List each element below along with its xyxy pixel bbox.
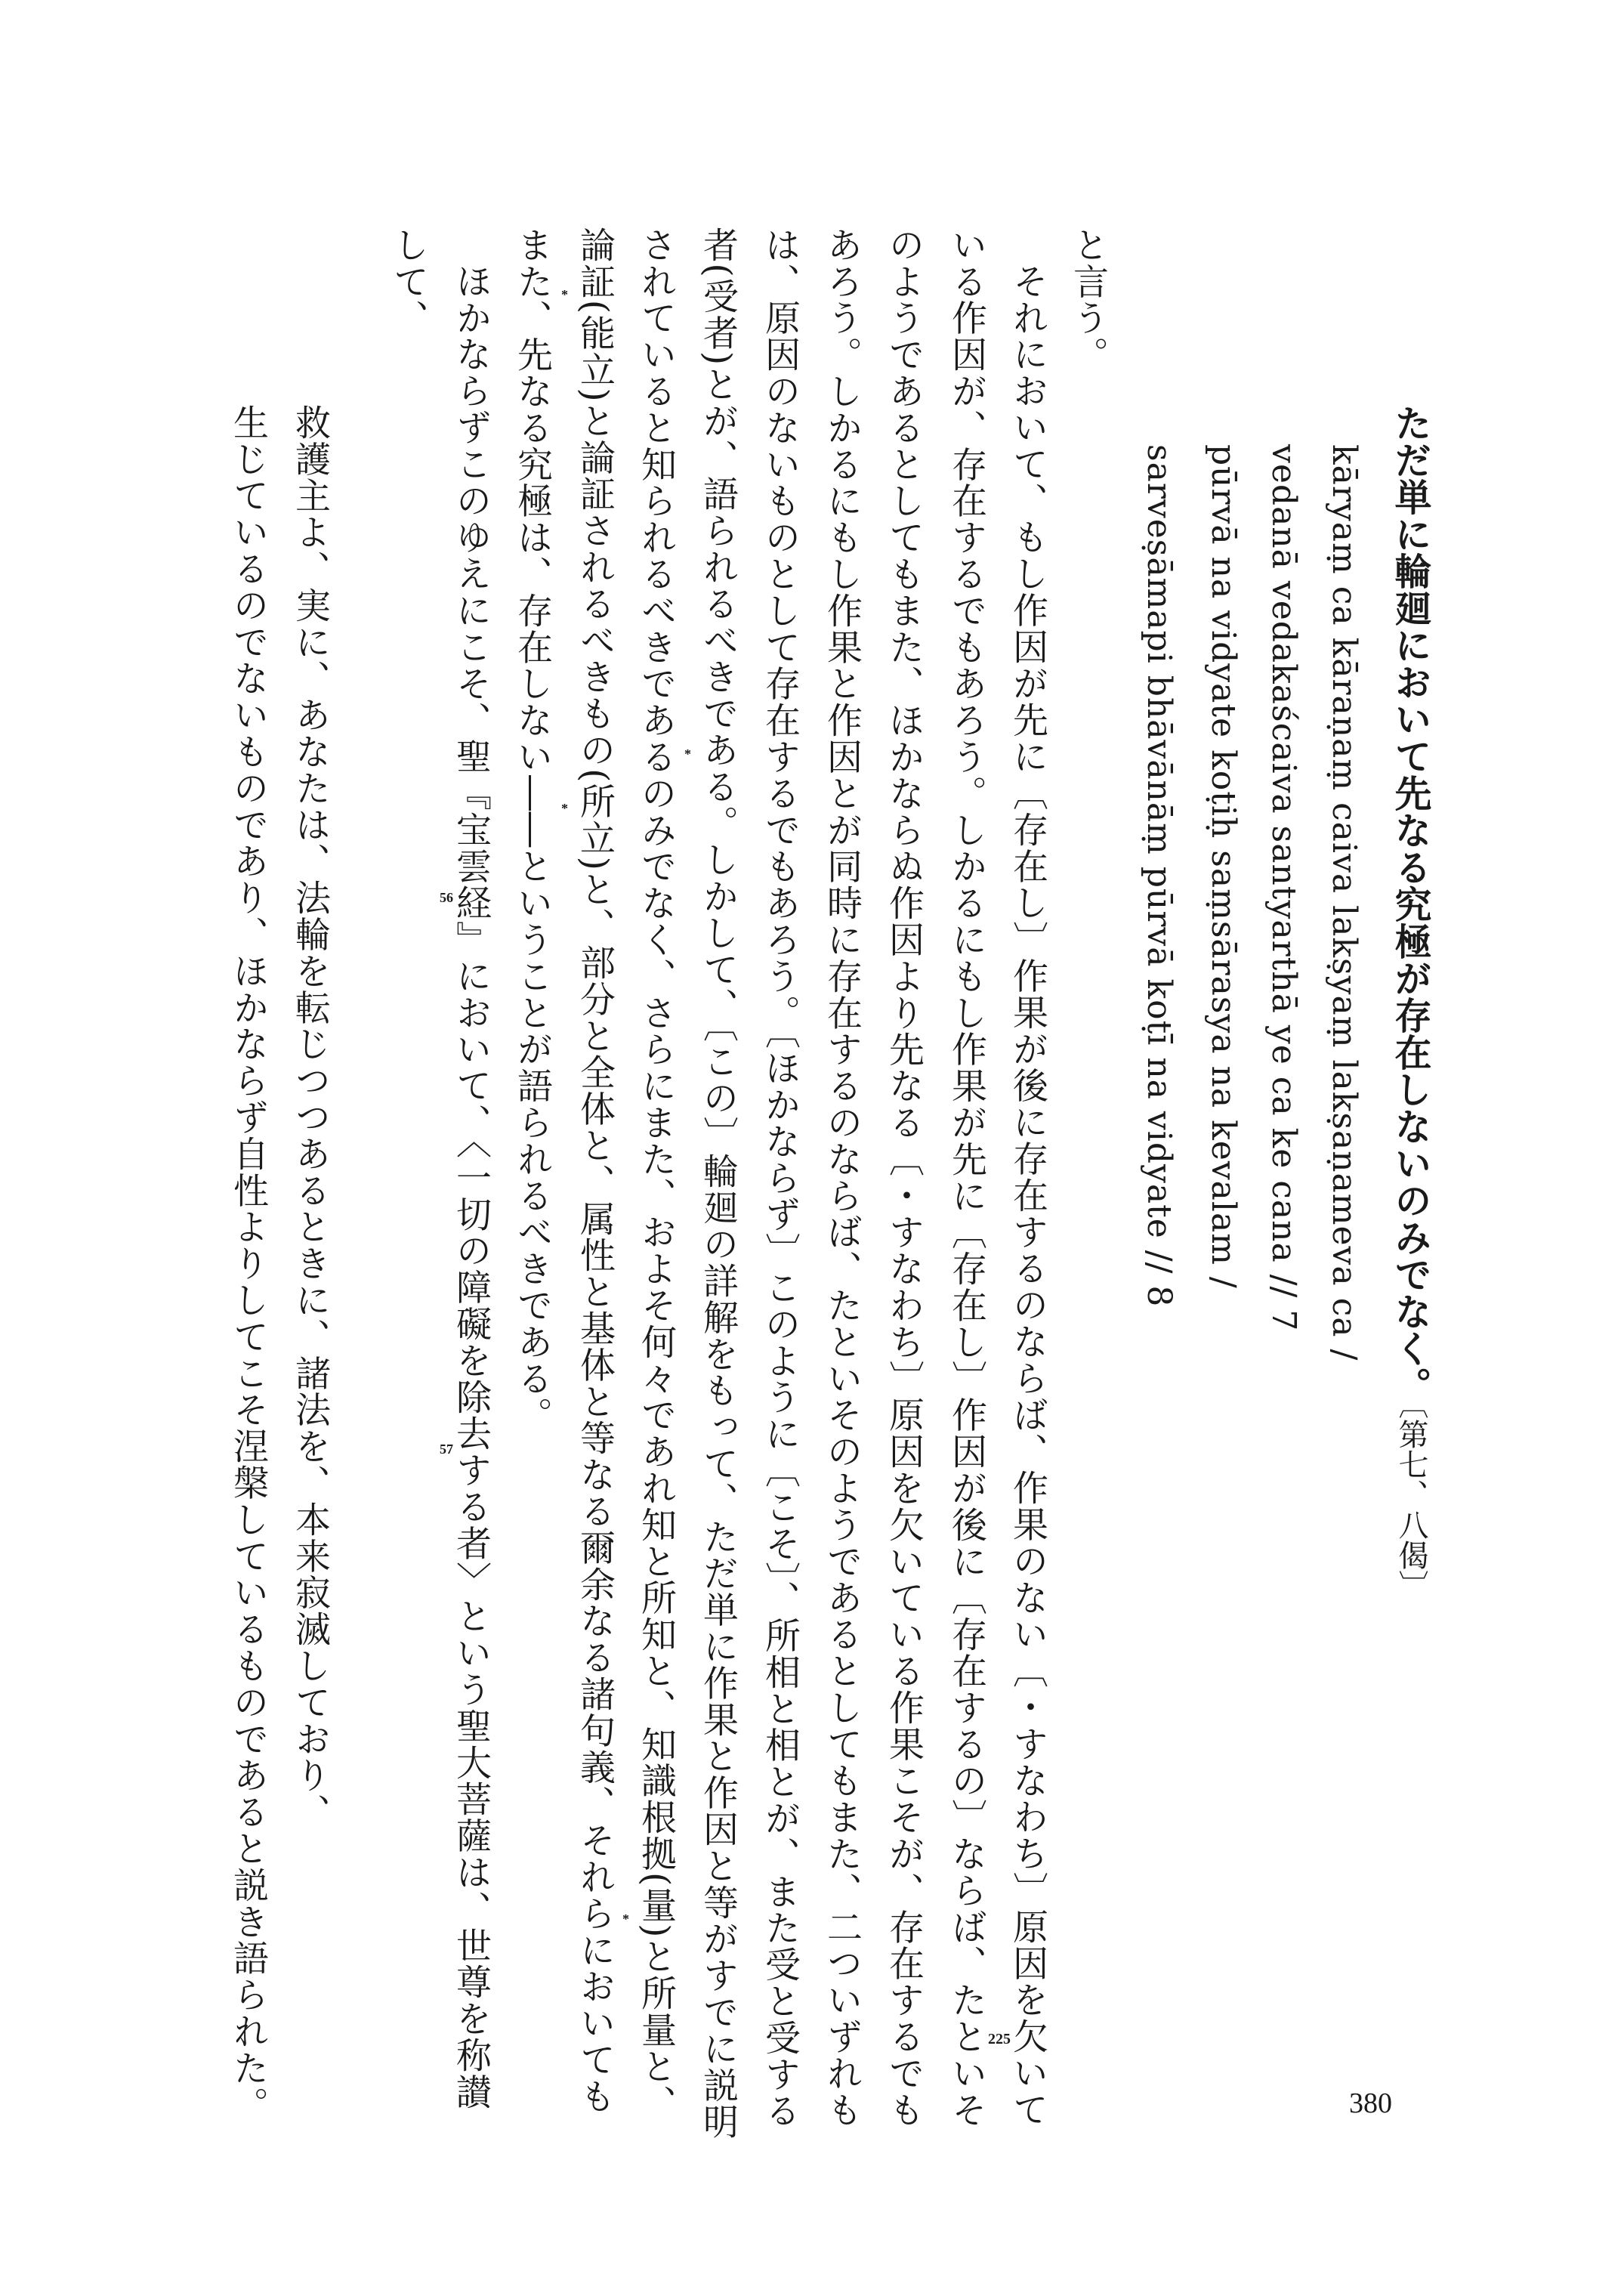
body-line: と言う。 xyxy=(1067,227,1109,373)
heading-verse-note: 〔第七、八偈〕 xyxy=(1394,1404,1428,1600)
footnote-number: 56 xyxy=(440,890,453,905)
footnote-number: 57 xyxy=(440,1442,453,1457)
body-line: して、 xyxy=(387,227,429,337)
verse-line: sarveṣāmapi bhāvānāṃ pūrvā koṭī na vidyate // 8 xyxy=(1140,444,1178,1308)
body-line: また、先なる究極は、存在しない――ということが語られるべきである。 xyxy=(511,227,553,1434)
footnote-asterisk: * xyxy=(561,801,568,816)
body-line: ほかならずこのゆえにこそ、聖『宝雲経』において、〈一切の障礙を除去する者〉という聖大菩薩は、世尊を称讃 xyxy=(450,263,492,2110)
body-line: されていると知られるべきであるのみでなく、さらにまた、およそ何々であれ知と所知と、知識根拠(量)と所量と、 xyxy=(635,227,677,2121)
margin-number: 225 xyxy=(988,2031,1011,2047)
body-line: 者(受者)とが、語られるべきである。しかして、〔この〕輪廻の詳解をもって、ただ単に作果と作因と等がすでに説明 xyxy=(697,227,739,2140)
verse-line: kāryaṃ ca kāraṇaṃ caiva lakṣyaṃ lakṣaṇameva ca / xyxy=(1325,444,1363,1361)
footnote-asterisk: * xyxy=(684,746,691,762)
quote-line: 救護主よ、実に、あなたは、法輪を転じつつあるときに、諸法を、本来寂滅しており、 xyxy=(289,404,331,1831)
body-line: は、原因のないものとして存在するでもあろう。〔ほかならず〕このように〔こそ〕、所相と相とが、また受と受する xyxy=(759,227,801,2130)
body-line: のようであるとしてもまた、ほかならぬ作因より先なる〔・すなわち〕原因を欠いている作果こそが、存在するでも xyxy=(883,227,925,2128)
body-line: 論証(能立)と論証されるべきもの(所立)と、部分と全体と、属性と基体と等なる爾余なる諸句義、それらにおいても xyxy=(574,227,616,2115)
body-line: いる作因が、存在するでもあろう。しかるにもし作果が先に〔存在し〕作因が後に〔存在するの〕ならば、たといそ xyxy=(946,227,987,2128)
footnote-asterisk: * xyxy=(622,1911,629,1927)
quote-line: 生じているのでないものであり、ほかならず自性よりしてこそ涅槃しているものであると説き語られた。 xyxy=(227,404,269,2123)
body-line: それにおいて、もし作因が先に〔存在し〕作果が後に存在するのならば、作果のない〔・すなわち〕原因を欠いて xyxy=(1007,263,1048,2128)
heading-title: ただ単に輪廻において先なる究極が存在しないのみでなく。 xyxy=(1389,404,1433,1404)
verse-line: pūrvā na vidyate koṭiḥ saṃsārasya na kevalam / xyxy=(1204,444,1243,1289)
section-heading xyxy=(1389,404,1433,1600)
verse-line: vedanā vedakaścaiva santyarthā ye ca ke cana // 7 xyxy=(1264,444,1303,1332)
body-line: あろう。しかるにもし作果と作因とが同時に存在するのならば、たといそのようであるとしてもまた、二ついずれも xyxy=(821,227,863,2128)
footnote-asterisk: * xyxy=(561,287,568,302)
page-number: 380 xyxy=(1349,2087,1392,2119)
